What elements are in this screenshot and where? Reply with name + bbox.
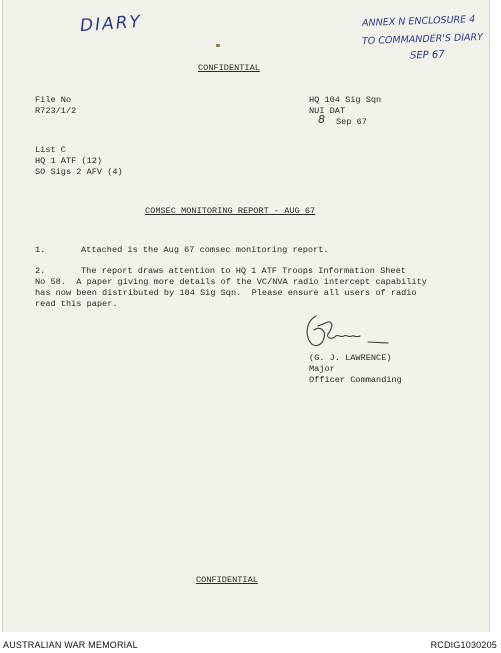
para-2-line: No 58. A paper giving more details of the VC/NVA radio intercept capability xyxy=(35,277,427,287)
handwritten-annex-line2: TO COMMANDER'S DIARY xyxy=(361,31,484,48)
para-1-text: Attached is the Aug 67 comsec monitoring report. xyxy=(81,245,329,255)
signature-image xyxy=(298,312,393,357)
signatory-name: (G. J. LAWRENCE) xyxy=(309,353,392,363)
file-no-label: File No xyxy=(35,95,72,105)
handwritten-annex-line3: SEP 67 xyxy=(409,49,445,62)
archive-source-label: AUSTRALIAN WAR MEMORIAL xyxy=(3,640,138,650)
archive-record-id: RCDIG1030205 xyxy=(430,640,497,650)
para-2-line: The report draws attention to HQ 1 ATF Troops Information Sheet xyxy=(81,266,406,276)
distribution-item: SO Sigs 2 AFV (4) xyxy=(35,167,123,177)
signatory-role: Officer Commanding xyxy=(309,375,402,385)
handwritten-diary-note: DIARY xyxy=(79,11,143,37)
para-1-number: 1. xyxy=(35,245,46,255)
para-2-number: 2. xyxy=(35,266,46,276)
stray-mark xyxy=(216,44,220,47)
para-2-line: read this paper. xyxy=(35,299,118,309)
para-2-line: has now been distributed by 104 Sig Sqn. Please ensure all users of radio xyxy=(35,288,417,298)
subject-heading: COMSEC MONITORING REPORT - AUG 67 xyxy=(145,206,316,216)
unit: HQ 104 Sig Sqn xyxy=(309,95,382,105)
handwritten-day: 8 xyxy=(318,113,325,126)
file-no: R723/1/2 xyxy=(35,106,77,116)
distribution-item: HQ 1 ATF (12) xyxy=(35,156,103,166)
classification-top: CONFIDENTIAL xyxy=(198,63,260,73)
document-page xyxy=(2,0,490,632)
classification-bottom: CONFIDENTIAL xyxy=(196,575,258,585)
signatory-rank: Major xyxy=(309,364,335,374)
date-month-year: Sep 67 xyxy=(336,117,367,127)
handwritten-annex-line1: ANNEX N ENCLOSURE 4 xyxy=(361,14,476,29)
distribution-title: List C xyxy=(35,145,66,155)
location: NUI DAT xyxy=(309,106,346,116)
